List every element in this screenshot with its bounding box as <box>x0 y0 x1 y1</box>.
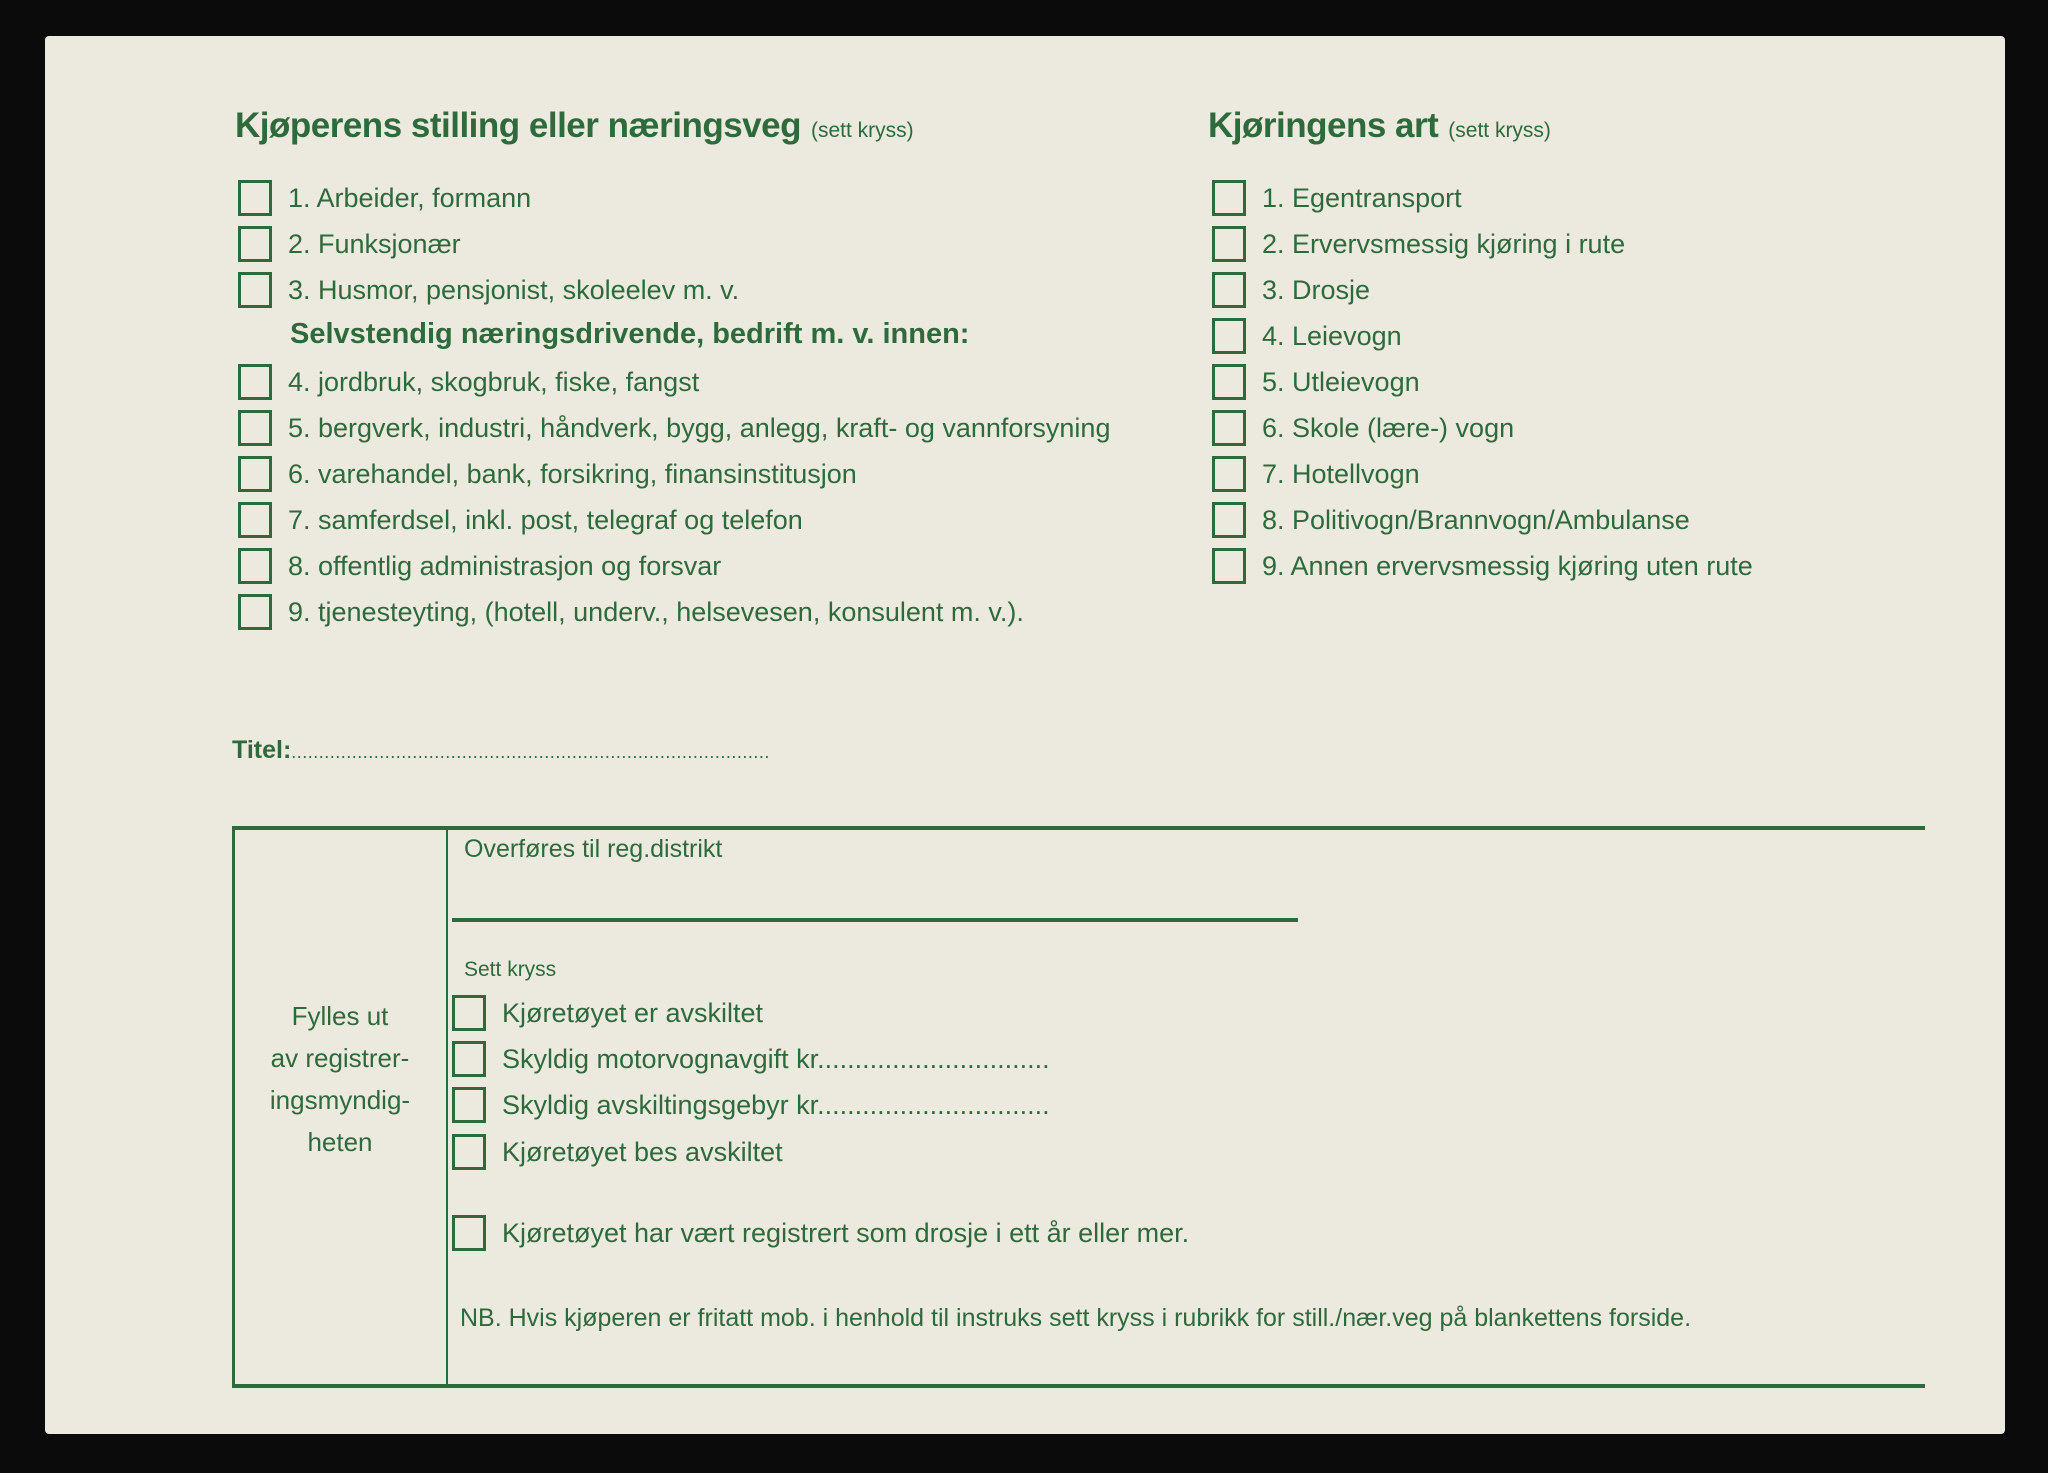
option-label: 7. Hotellvogn <box>1262 458 1420 489</box>
option-label: 5. Utleievogn <box>1262 366 1420 397</box>
checkbox[interactable] <box>1212 364 1246 400</box>
driving-option-8[interactable] <box>1212 502 1690 538</box>
option-label: 3. Husmor, pensjonist, skoleelev m. v. <box>288 274 740 305</box>
buyer-occupation-heading <box>235 106 914 146</box>
check-taxi-registered[interactable] <box>452 1215 1189 1251</box>
option-label: 1. Arbeider, formann <box>288 182 532 213</box>
box-top-rule <box>232 826 1925 830</box>
check-deregistered[interactable] <box>452 995 763 1031</box>
checkbox[interactable] <box>238 180 272 216</box>
heading-text: Kjøperens stilling eller næringsveg <box>235 106 801 145</box>
option-label: Skyldig avskiltingsgebyr kr............................... <box>502 1089 1050 1120</box>
heading-note: (sett kryss) <box>1448 119 1551 142</box>
side-label-line: Fylles ut <box>291 1001 389 1031</box>
nb-note: NB. Hvis kjøperen er fritatt mob. i henhold til instruks sett kryss i rubrikk for still./nær.veg på blankettens forside. <box>460 1304 1692 1332</box>
box-bottom-rule <box>232 1384 1925 1388</box>
driving-option-6[interactable] <box>1212 410 1514 446</box>
driving-option-4[interactable] <box>1212 318 1402 354</box>
occupation-option-6[interactable] <box>238 456 857 492</box>
driving-option-5[interactable] <box>1212 364 1420 400</box>
option-label: Kjøretøyet er avskiltet <box>502 997 764 1028</box>
checkbox[interactable] <box>238 548 272 584</box>
heading-text: Kjøringens art <box>1208 106 1439 145</box>
registrar-note <box>250 995 430 1163</box>
option-label: 8. Politivogn/Brannvogn/Ambulanse <box>1262 504 1690 535</box>
checkbox[interactable] <box>452 995 486 1031</box>
check-request-deregistration[interactable] <box>452 1134 783 1170</box>
occupation-option-2[interactable] <box>238 226 461 262</box>
option-label: 5. bergverk, industri, håndverk, bygg, anlegg, kraft- og vannforsyning <box>288 412 1111 443</box>
self-employed-subheading: Selvstendig næringsdrivende, bedrift m. v. innen: <box>290 318 970 350</box>
checkbox[interactable] <box>1212 318 1246 354</box>
checkbox[interactable] <box>238 410 272 446</box>
checkbox[interactable] <box>452 1041 486 1077</box>
occupation-option-7[interactable] <box>238 502 803 538</box>
driving-option-2[interactable] <box>1212 226 1625 262</box>
option-label: 9. Annen ervervsmessig kjøring uten rute <box>1262 550 1753 581</box>
driving-option-3[interactable] <box>1212 272 1370 308</box>
box-left-rule <box>232 826 235 1388</box>
checkbox[interactable] <box>238 456 272 492</box>
option-label: 9. tjenesteyting, (hotell, underv., helsevesen, konsulent m. v.). <box>288 596 1024 627</box>
checkbox[interactable] <box>452 1087 486 1123</box>
side-label-line: heten <box>307 1127 373 1157</box>
title-dots: ....................................................................................... <box>291 742 770 762</box>
side-label-line: ingsmyndig- <box>269 1085 411 1115</box>
checkbox[interactable] <box>1212 226 1246 262</box>
box-divider <box>446 826 448 1388</box>
driving-option-1[interactable] <box>1212 180 1462 216</box>
checkbox[interactable] <box>238 272 272 308</box>
transfer-district-label: Overføres til reg.distrikt <box>464 835 723 863</box>
option-label: Kjøretøyet har vært registrert som drosje i ett år eller mer. <box>502 1217 1190 1248</box>
option-label: 6. Skole (lære-) vogn <box>1262 412 1515 443</box>
title-field[interactable] <box>232 736 770 765</box>
option-label: 4. jordbruk, skogbruk, fiske, fangst <box>288 366 700 397</box>
checkbox[interactable] <box>238 502 272 538</box>
checkbox[interactable] <box>238 364 272 400</box>
option-label: Skyldig motorvognavgift kr............................... <box>502 1043 1050 1074</box>
sett-kryss-label: Sett kryss <box>464 958 557 981</box>
option-label: 3. Drosje <box>1262 274 1371 305</box>
option-label: Kjøretøyet bes avskiltet <box>502 1136 783 1167</box>
option-label: 4. Leievogn <box>1262 320 1402 351</box>
checkbox[interactable] <box>1212 548 1246 584</box>
checkbox[interactable] <box>238 226 272 262</box>
occupation-option-8[interactable] <box>238 548 721 584</box>
occupation-option-5[interactable] <box>238 410 1110 446</box>
occupation-option-3[interactable] <box>238 272 739 308</box>
option-label: 1. Egentransport <box>1262 182 1462 213</box>
driving-option-7[interactable] <box>1212 456 1420 492</box>
heading-note: (sett kryss) <box>810 119 914 142</box>
occupation-option-9[interactable] <box>238 594 1024 630</box>
side-label-line: av registrer- <box>270 1043 410 1073</box>
checkbox[interactable] <box>452 1134 486 1170</box>
title-label: Titel: <box>232 736 292 764</box>
checkbox[interactable] <box>1212 180 1246 216</box>
option-label: 7. samferdsel, inkl. post, telegraf og telefon <box>288 504 803 535</box>
driving-option-9[interactable] <box>1212 548 1753 584</box>
checkbox[interactable] <box>238 594 272 630</box>
occupation-option-1[interactable] <box>238 180 531 216</box>
option-label: 2. Funksjonær <box>288 228 461 259</box>
checkbox[interactable] <box>452 1215 486 1251</box>
checkbox[interactable] <box>1212 456 1246 492</box>
transfer-district-field[interactable] <box>452 918 1298 922</box>
check-deregistration-fee[interactable] <box>452 1087 1050 1123</box>
option-label: 6. varehandel, bank, forsikring, finansinstitusjon <box>288 458 857 489</box>
option-label: 8. offentlig administrasjon og forsvar <box>288 550 722 581</box>
checkbox[interactable] <box>1212 272 1246 308</box>
check-vehicle-tax[interactable] <box>452 1041 1050 1077</box>
option-label: 2. Ervervsmessig kjøring i rute <box>1262 228 1626 259</box>
occupation-option-4[interactable] <box>238 364 699 400</box>
checkbox[interactable] <box>1212 410 1246 446</box>
driving-type-heading <box>1208 106 1551 146</box>
checkbox[interactable] <box>1212 502 1246 538</box>
